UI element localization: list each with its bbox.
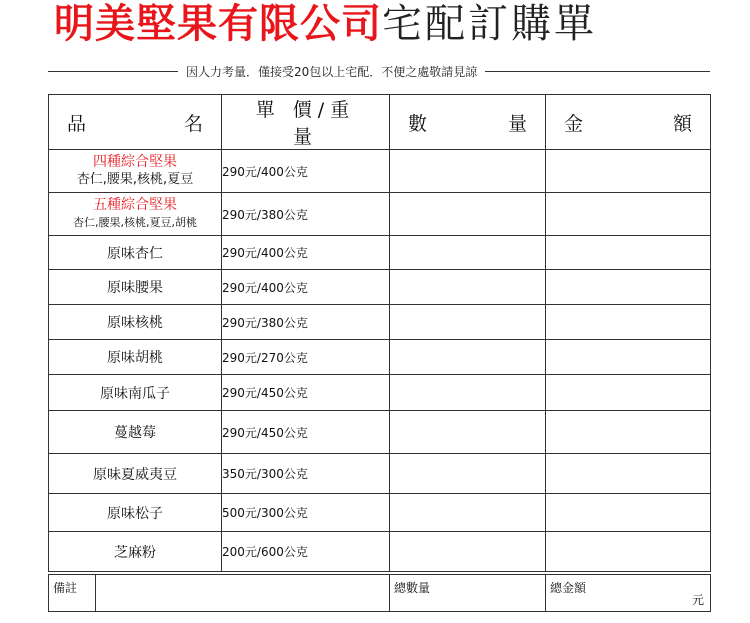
table-row [49,340,711,375]
table-row [49,270,711,305]
table-row [49,454,711,494]
price-cell: 350元/300公克 [222,454,390,494]
form-title [54,0,597,50]
product-cell [49,193,222,236]
product-name: 蔓越莓 [49,411,222,454]
order-table [48,94,711,572]
amount-cell[interactable] [546,150,711,193]
amount-cell[interactable] [546,454,711,494]
table-row [49,375,711,411]
product-cell [49,150,222,193]
notice-divider-left [48,71,178,72]
table-row [49,236,711,270]
table-row [49,411,711,454]
amount-cell[interactable] [546,532,711,572]
amount-cell[interactable] [546,270,711,305]
amount-cell[interactable] [546,340,711,375]
amount-cell[interactable] [546,494,711,532]
header-quantity: 數 量 [390,95,546,150]
footer-row [49,575,711,612]
price-cell: 290元/400公克 [222,236,390,270]
table-row [49,532,711,572]
product-name: 五種綜合堅果 [93,197,177,213]
table-row [49,150,711,193]
header-product: 品 名 [49,95,222,150]
quantity-cell[interactable] [390,494,546,532]
product-name: 原味胡桃 [49,340,222,375]
currency-unit: 元 [691,593,704,607]
price-cell: 290元/380公克 [222,193,390,236]
header-price: 單 價/重 量 [222,95,390,150]
price-cell: 290元/450公克 [222,375,390,411]
quantity-cell[interactable] [390,193,546,236]
price-cell: 200元/600公克 [222,532,390,572]
price-cell: 290元/270公克 [222,340,390,375]
price-cell: 290元/380公克 [222,305,390,340]
quantity-cell[interactable] [390,375,546,411]
product-name: 原味松子 [49,494,222,532]
quantity-cell[interactable] [390,270,546,305]
quantity-cell[interactable] [390,150,546,193]
quantity-cell[interactable] [390,305,546,340]
product-name: 原味南瓜子 [49,375,222,411]
notice-row [48,61,710,81]
remarks-label-cell [49,575,96,612]
product-name: 原味核桃 [49,305,222,340]
header-amount: 金 額 [546,95,711,150]
delivery-notice: 因人力考量．僅接受20包以上宅配．不便之處敬請見諒 [186,64,478,79]
product-name: 四種綜合堅果 [93,154,177,170]
table-row [49,193,711,236]
table-row [49,305,711,340]
quantity-cell[interactable] [390,236,546,270]
product-name: 芝麻粉 [49,532,222,572]
table-row [49,494,711,532]
amount-cell[interactable] [546,236,711,270]
quantity-cell[interactable] [390,454,546,494]
quantity-cell[interactable] [390,340,546,375]
total-amount-label: 總金額 [550,581,587,595]
notice-divider-right [485,71,710,72]
total-quantity-label: 總數量 [394,581,431,595]
quantity-cell[interactable] [390,411,546,454]
form-name: 宅配訂購單 [382,1,597,47]
total-quantity-field[interactable] [390,575,546,612]
price-cell: 290元/400公克 [222,270,390,305]
price-cell: 290元/400公克 [222,150,390,193]
total-amount-field[interactable] [546,575,711,612]
product-name: 原味杏仁 [49,236,222,270]
product-name: 原味腰果 [49,270,222,305]
price-cell: 500元/300公克 [222,494,390,532]
amount-cell[interactable] [546,411,711,454]
amount-cell[interactable] [546,193,711,236]
product-contents: 杏仁,腰果,核桃,夏豆,胡桃 [73,216,197,229]
price-cell: 290元/450公克 [222,411,390,454]
product-contents: 杏仁,腰果,核桃,夏豆 [76,172,194,187]
remarks-label: 備註 [53,581,78,595]
product-name: 原味夏威夷豆 [49,454,222,494]
amount-cell[interactable] [546,375,711,411]
header-row [49,95,711,150]
quantity-cell[interactable] [390,532,546,572]
amount-cell[interactable] [546,305,711,340]
footer-table [48,574,711,612]
remarks-field[interactable] [96,575,390,612]
company-name: 明美堅果有限公司 [54,1,382,47]
